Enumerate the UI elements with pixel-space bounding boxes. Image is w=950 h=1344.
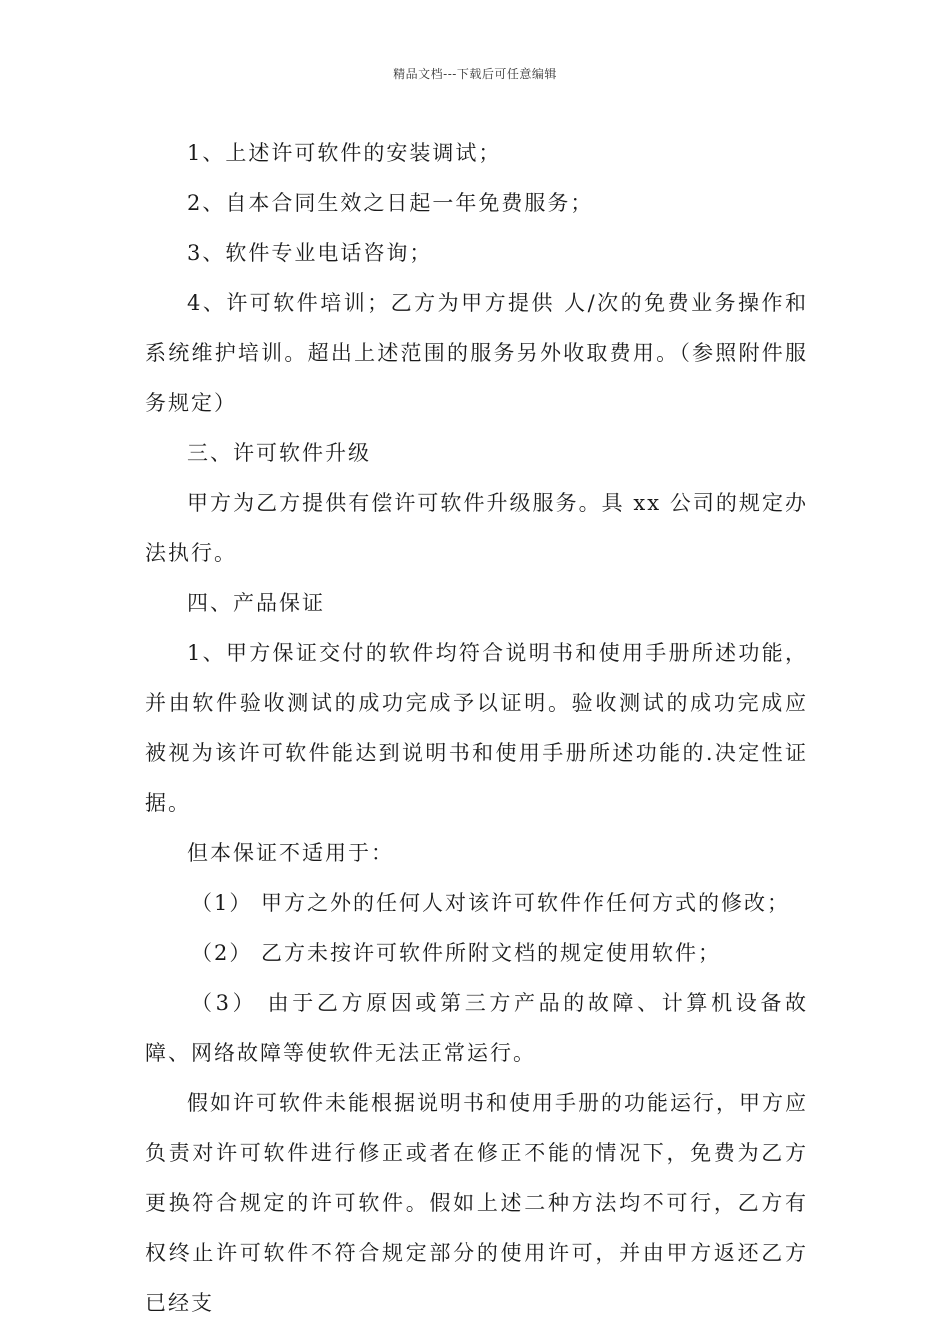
service-item-2: 2、自本合同生效之日起一年免费服务； (187, 191, 594, 215)
warranty-paragraph-1: 1、甲方保证交付的软件均符合说明书和使用手册所述功能，并由软件验收测试的成功完成予以证明。验收测试的成功完成应被视为该许可软件能达到说明书和使用手册所述功能的.决定性证据。 (145, 641, 808, 815)
page-header: 精品文档---下载后可任意编辑 (393, 67, 557, 81)
service-item-1: 1、上述许可软件的安装调试； (187, 141, 502, 165)
service-item-3: 3、软件专业电话咨询； (187, 241, 433, 265)
exclusion-item-3: （3） 由于乙方原因或第三方产品的故障、计算机设备故障、网络故障等使软件无法正常运行。 (145, 991, 808, 1065)
section-heading-upgrade: 三、许可软件升级 (187, 441, 371, 465)
remedy-paragraph: 假如许可软件未能根据说明书和使用手册的功能运行，甲方应负责对许可软件进行修正或者在修正不能的情况下，免费为乙方更换符合规定的许可软件。假如上述二种方法均不可行，乙方有权终止许可软件不符合规定部分的使用许可，并由甲方返还乙方已经支 (145, 1091, 808, 1315)
upgrade-paragraph: 甲方为乙方提供有偿许可软件升级服务。具 xx 公司的规定办法执行。 (145, 491, 808, 565)
warranty-exclusion-intro: 但本保证不适用于： (187, 841, 394, 865)
service-item-4: 4、许可软件培训；乙方为甲方提供 人/次的免费业务操作和系统维护培训。超出上述范围的服务另外收取费用。（参照附件服务规定） (145, 291, 808, 415)
document-body (145, 128, 808, 1328)
exclusion-item-1: （1） 甲方之外的任何人对该许可软件作任何方式的修改； (191, 891, 791, 915)
section-heading-warranty: 四、产品保证 (187, 591, 325, 615)
exclusion-item-2: （2） 乙方未按许可软件所附文档的规定使用软件； (191, 941, 722, 965)
